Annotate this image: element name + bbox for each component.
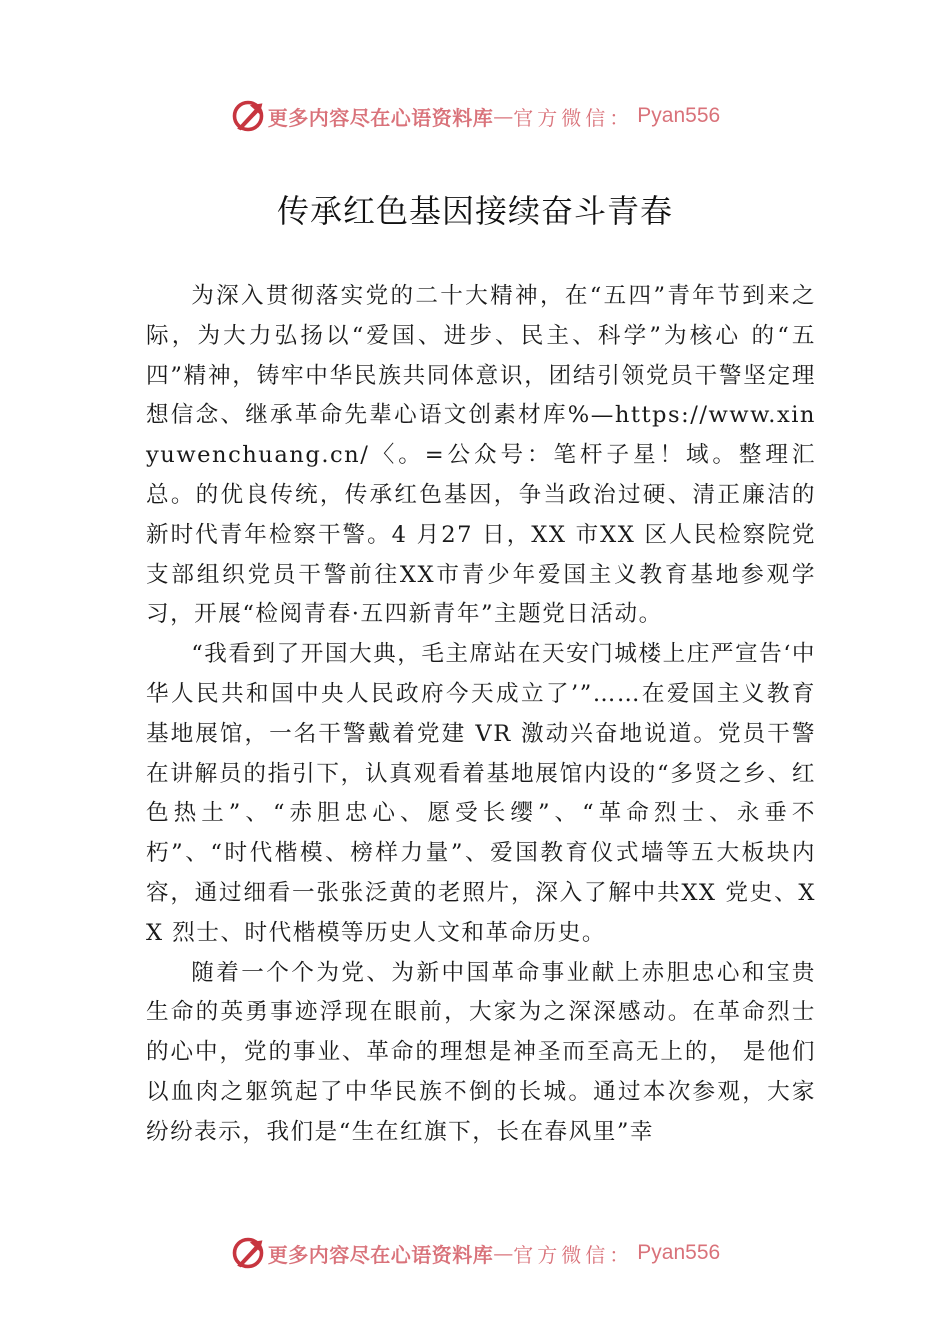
quill-logo-icon <box>230 1235 266 1271</box>
watermark-wechat-id: Pyan556 <box>637 104 721 127</box>
watermark-banner-top <box>0 96 950 136</box>
watermark-label: 官方微信： <box>513 105 634 130</box>
watermark-label: 官方微信： <box>513 1242 634 1267</box>
watermark-banner-bottom <box>0 1233 950 1273</box>
watermark-separator: — <box>493 104 514 128</box>
watermark-text: 更多内容尽在心语资料库 <box>267 105 494 130</box>
document-title: 传承红色基因接续奋斗青春 <box>276 192 673 230</box>
paragraph-3: 随着一个个为党、为新中国革命事业献上赤胆忠心和宝贵生命的英勇事迹浮现在眼前，大家为之深深感动。在革命烈士的心中，党的事业、革命的理想是神圣而至高无上的， 是他们以血肉之躯筑起了中华民族不倒的长城。通过本次参观，大家纷纷表示，我们是“生在红旗下，长在春风里”幸 <box>146 959 816 1145</box>
paragraph-1: 为深入贯彻落实党的二十大精神，在“五四”青年节到来之际，为大力弘扬以“爱国、进步、民主、科学”为核心 的“五四”精神，铸牢中华民族共同体意识，团结引领党员干警坚定理想信念、继承革命先辈心语文创素材库%—https://www.xinyuwenchuang.cn/〈。=公众号：笔杆子星！域。整理汇总。的优良传统，传承红色基因，争当政治过硬、清正廉洁的新时代青年检察干警。4 月27 日，XX 市XX 区人民检察院党支部组织党员干警前往XX市青少年爱国主义教育基地参观学习，开展“检阅青春·五四新青年”主题党日活动。 <box>146 283 816 628</box>
watermark-wechat-id: Pyan556 <box>637 1241 721 1264</box>
quill-logo-icon <box>230 98 266 134</box>
watermark-separator: — <box>493 1241 514 1265</box>
paragraph-2: “我看到了开国大典，毛主席站在天安门城楼上庄严宣告‘中华人民共和国中央人民政府今天成立了’”……在爱国主义教育基地展馆，一名干警戴着党建 VR 激动兴奋地说道。党员干警在讲解员的指引下，认真观看着基地展馆内设的“多贤之乡、红色热土”、“赤胆忠心、愿受长缨”、“革命烈士、永垂不朽”、“时代楷模、榜样力量”、爱国教育仪式墙等五大板块内容，通过细看一张张泛黄的老照片，深入了解中共XX 党史、XX 烈士、时代楷模等历史人文和革命历史。 <box>146 641 816 946</box>
document-body <box>146 277 816 1153</box>
watermark-text: 更多内容尽在心语资料库 <box>267 1242 494 1267</box>
